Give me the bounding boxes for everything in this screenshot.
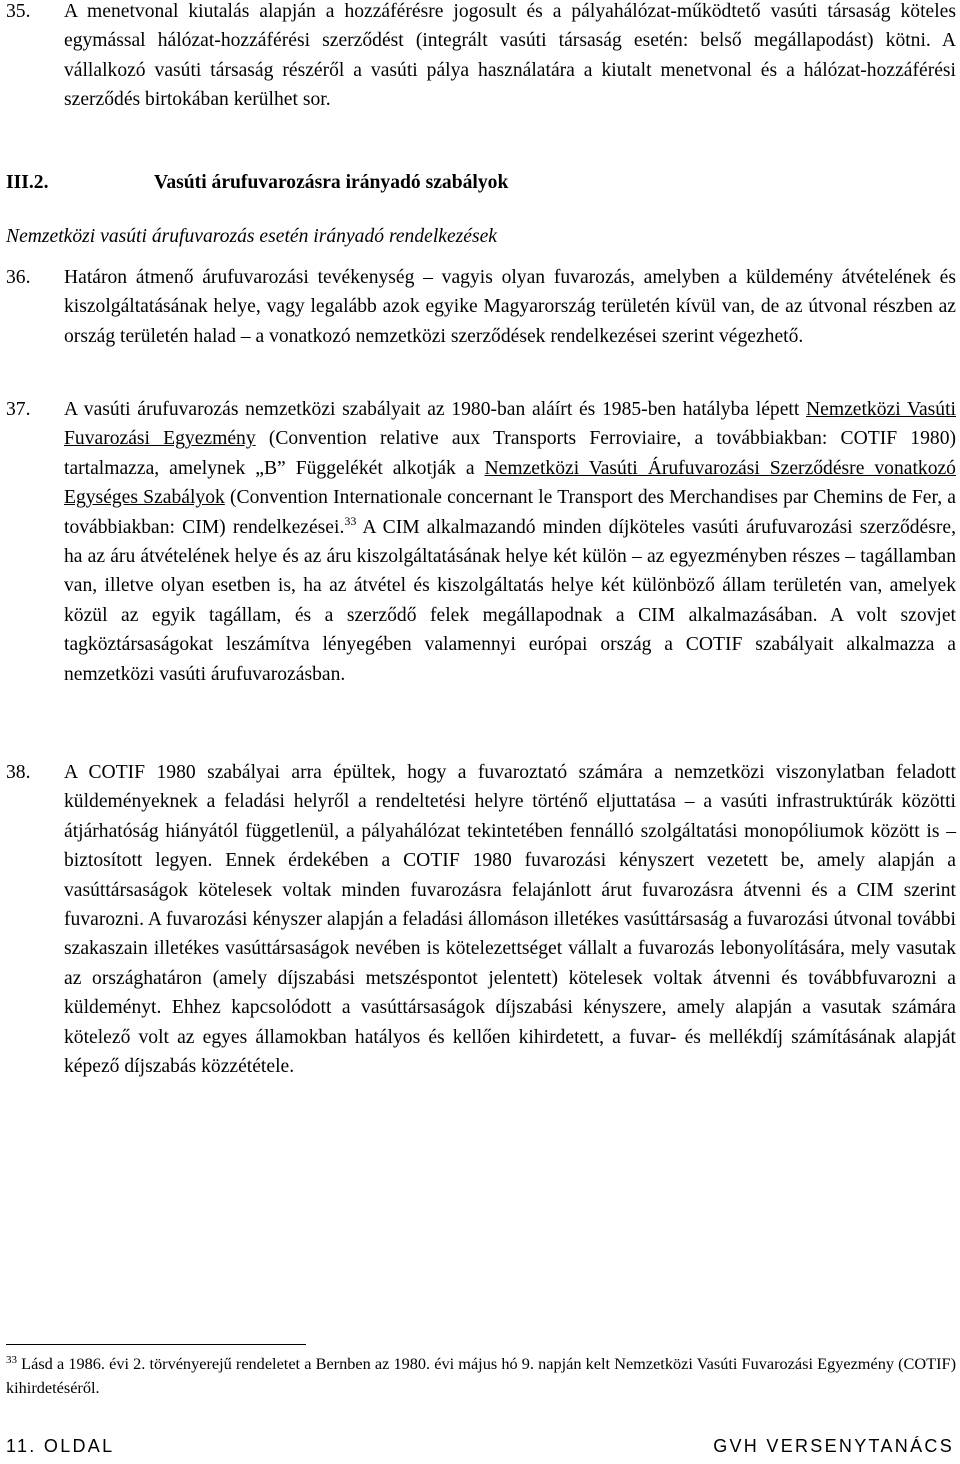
page-number: 11. OLDAL	[6, 1436, 115, 1456]
paragraph-36	[6, 263, 956, 351]
paragraph-number: 35.	[6, 1, 31, 22]
footnote-number: 33	[6, 1354, 17, 1366]
paragraph-number: 38.	[6, 762, 31, 783]
paragraph-38	[6, 758, 956, 1081]
section-subtitle: Nemzetközi vasúti árufuvarozás esetén irányadó rendelkezések	[6, 226, 498, 247]
paragraph-text: Határon átmenő árufuvarozási tevékenység – vagyis olyan fuvarozás, amelyben a küldemény átvételének és kiszolgáltatásának helye, vagy legalább azok egyike Magyarország területén kívül van, de az útvonal részben az ország területén halad – a vonatkozó nemzetközi szerződések rendelkezései szerint végezhető.	[64, 267, 956, 347]
section-number: III.2.	[6, 172, 49, 193]
paragraph-37	[6, 395, 956, 689]
footnote-divider	[6, 1344, 306, 1345]
section-title: Vasúti árufuvarozásra irányadó szabályok	[154, 172, 509, 193]
paragraph-text-part: A CIM alkalmazandó minden díjköteles vasúti árufuvarozási szerződésre, ha az áru átvételének helye és az áru kiszolgáltatásának helye két külön – az egyezményben részes – tagállamban van, illetve olyan esetben is, ha az átvétel és kiszolgáltatás helye két különböző állam területén van, amelyek közül az egyik tagállam, és a szerződő felek megállapodnak a CIM alkalmazásában. A volt szovjet tagköztársaságokat leszámítva lényegében valamennyi európai ország a COTIF szabályait alkalmazza a nemzetközi vasúti árufuvarozásban.	[64, 516, 956, 685]
footer-organization: GVH VERSENYTANÁCS	[713, 1436, 954, 1456]
footnote-reference[interactable]: 33	[344, 513, 357, 528]
paragraph-text-part: A vasúti árufuvarozás nemzetközi szabályait az 1980-ban aláírt és 1985-ben hatályba lépett	[64, 399, 806, 420]
footnote-text: Lásd a 1986. évi 2. törvényerejű rendeletet a Bernben az 1980. évi május hó 9. napján kelt Nemzetközi Vasúti Fuvarozási Egyezmény (COTIF) kihirdetéséről.	[6, 1354, 957, 1397]
page-footer	[6, 1436, 954, 1464]
paragraph-text-part: (Convention Internationale concernant le Transport des Merchandises par Chemins de Fer, a továbbiakban: CIM) rendelkezései.	[64, 487, 956, 538]
cim-rules-link[interactable]: Nemzetközi Vasúti Árufuvarozási Szerződésre vonatkozó Egységes Szabályok	[64, 457, 956, 509]
paragraph-number: 37.	[6, 399, 31, 420]
paragraph-text: A menetvonal kiutalás alapján a hozzáférésre jogosult és a pályahálózat-működtető vasúti társaság köteles egymással hálózat-hozzáférési szerződést (integrált vasúti társaság esetén: belső megállapodást) kötni. A vállalkozó vasúti társaság részéről a vasúti pálya használatára a kiutalt menetvonal és a hálózat-hozzáférési szerződés birtokában kerülhet sor.	[64, 1, 956, 111]
paragraph-number: 36.	[6, 267, 31, 288]
footnote	[6, 1352, 956, 1400]
paragraph-text	[64, 395, 956, 689]
paragraph-text-part: (Convention relative aux Transports Ferroviaire, a továbbiakban: COTIF 1980) tartalmazza, amelynek „B” Függelékét alkotják a	[64, 428, 957, 479]
cotif-convention-link[interactable]: Nemzetközi Vasúti Fuvarozási Egyezmény	[64, 399, 956, 450]
paragraph-35	[6, 0, 956, 115]
paragraph-text: A COTIF 1980 szabályai arra épültek, hogy a fuvaroztató számára a nemzetközi viszonylatban feladott küldeményeknek a feladási helyről a rendeltetési helyre történő eljuttatása – a vasúti infrastruktúrák közötti átjárhatóság hiányától függetlenül, a pályahálózat tekintetében fennálló szolgáltatási monopóliumok között is – biztosított legyen. Ennek érdekében a COTIF 1980 fuvarozási kényszert vezetett be, amely alapján a vasúttársaságok kötelesek voltak minden fuvarozásra felajánlott árut fuvarozásra átvenni és a CIM szerint fuvarozni. A fuvarozási kényszer alapján a feladási állomáson illetékes vasúttársaság a fuvarozási útvonal további szakaszain illetékes vasúttársaságok nevében is kötelezettséget vállalt a fuvarozás lebonyolítására, mely vasutak az országhatáron (amely díjszabási metszéspontot jelentett) kötelesek voltak átvenni és továbbfuvarozni a küldeményt. Ehhez kapcsolódott a vasúttársaságok díjszabási kényszere, amely alapján a vasutak számára kötelező volt az egyes államokban hatályos és kellően kihirdetett, a fuvar- és mellékdíj számításának alapját képező díjszabás közzététele.	[64, 762, 956, 1078]
